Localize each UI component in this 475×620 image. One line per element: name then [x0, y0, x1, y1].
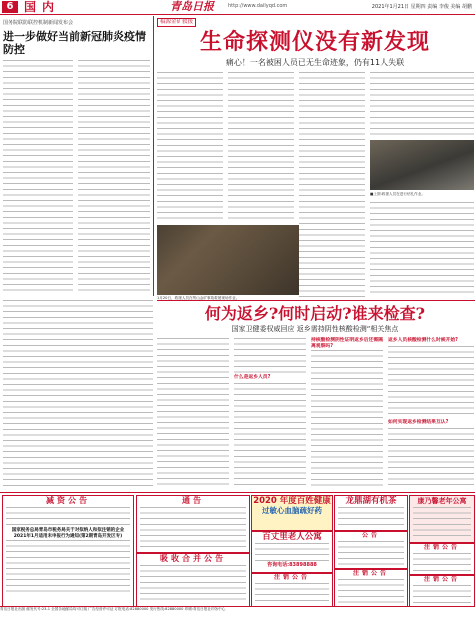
- ad-retirement-home[interactable]: [251, 531, 333, 573]
- notice-title: 减资公告: [46, 496, 90, 505]
- photo1-caption: 1月20日，救援人员在笏山金矿事故救援现场作业。: [157, 296, 240, 300]
- column-divider: [153, 16, 154, 296]
- newspaper-logo: 青岛日报: [170, 0, 214, 13]
- notice-title: 吸收合并公告: [160, 554, 226, 563]
- main-article-subheadline: 痛心！一名被困人员已无生命迹象，仍有11人失联: [225, 58, 405, 67]
- feature-body-col3: [311, 350, 383, 488]
- main-body-col3: [299, 72, 365, 297]
- feature-rule: [157, 300, 475, 301]
- notice-box-4: [251, 573, 333, 607]
- notice-box-6: [334, 569, 408, 607]
- notice-title: 注销公告: [423, 576, 460, 583]
- drilling-photo: [370, 140, 474, 190]
- notice-title: 注销公告: [423, 544, 460, 551]
- feature-body-col4b: [388, 428, 474, 488]
- notice-box-8: [409, 575, 475, 607]
- ad-title: 龙鼎湖有机茶: [345, 496, 397, 506]
- left-article-headline: 进一步做好当前新冠肺炎疫情防控: [3, 30, 146, 56]
- notice-title: 公告: [361, 532, 380, 539]
- feature-subheadline: 国家卫健委权威回应 返乡需持阴性核酸检测“相关焦点: [231, 325, 399, 333]
- main-body-col2: [228, 72, 294, 222]
- left-article-intro: 国务院联防联控机制新闻发布会: [3, 20, 74, 26]
- feature-question: 如何实现返乡检测结果互认?: [388, 420, 449, 425]
- feature-body-col4a: [388, 346, 474, 418]
- feature-body-col1: [157, 338, 229, 488]
- feature-question: 返乡人员核酸检测什么时候开始?: [388, 338, 458, 343]
- notice-box-2: [136, 495, 250, 553]
- main-article-kicker: 稿源金矿救援: [157, 18, 196, 27]
- photo2-caption: ■上图:救援人员在进行钻孔作业。: [370, 192, 425, 196]
- rescue-site-photo: [157, 225, 299, 295]
- section-title: 国内: [24, 0, 61, 14]
- notice-title: 注销公告: [273, 574, 310, 581]
- ad-health[interactable]: [251, 495, 333, 531]
- feature-headline: 何为返乡?何时启动?谁来检查?: [204, 304, 426, 323]
- issue-meta: 2021年1月21日 星期四 责编 李俊 美编 胡鹏: [371, 4, 472, 10]
- main-body-col1: [157, 72, 223, 222]
- notice-box-5: [334, 531, 408, 569]
- page-header: [0, 0, 475, 14]
- ad-nursing-home[interactable]: [409, 495, 475, 543]
- ad-title: 2020 年度百姓健康: [253, 496, 331, 506]
- website-url[interactable]: http://www.dailyqd.com: [228, 3, 288, 9]
- ad-phone: 咨询电话:83898888: [267, 562, 317, 568]
- feature-body-col2a: [234, 338, 306, 374]
- notice-title: 注销公告: [352, 570, 389, 577]
- ad-title: 百丈里老人公寓: [262, 532, 322, 542]
- notice-box-1: [2, 495, 134, 607]
- ads-rule: [0, 492, 475, 493]
- feature-question: 什么是返乡人员?: [234, 375, 271, 380]
- notice-subtitle: 国家税务总局青岛市税务局关于对拟纳人和拟注销的企业2021年1月适用未申报行为通知(第2期青岛开发区专): [11, 528, 125, 539]
- ad-title: 康乃馨老年公寓: [417, 497, 467, 505]
- left-article-body-col1: [3, 60, 73, 292]
- ad-subtitle: 过敏心血脑疏好药: [262, 506, 322, 515]
- ad-tea[interactable]: [334, 495, 408, 531]
- left-article-body-col2: [78, 60, 150, 292]
- feature-question: 持核酸检测阴性证明返乡后还需隔离观察吗?: [311, 338, 383, 349]
- main-body-col5: [370, 202, 474, 297]
- notice-box-3: [136, 553, 250, 607]
- main-body-col4: [370, 72, 474, 136]
- page-footer: 青岛日报社出版 邮发代号:23-1 全国各地邮局均可订阅 广告经营许可证 订报电话:82880000 发行热线:82880000 印刷:青岛日报社印务中心: [0, 607, 226, 611]
- feature-body-col2b: [234, 383, 306, 488]
- main-article-headline: 生命探测仪没有新发现: [199, 29, 430, 55]
- header-rule: [0, 14, 475, 15]
- left-lower-body: [3, 300, 153, 488]
- notice-box-7: [409, 543, 475, 575]
- page-number: 6: [2, 1, 18, 13]
- notice-title: 通告: [182, 496, 204, 505]
